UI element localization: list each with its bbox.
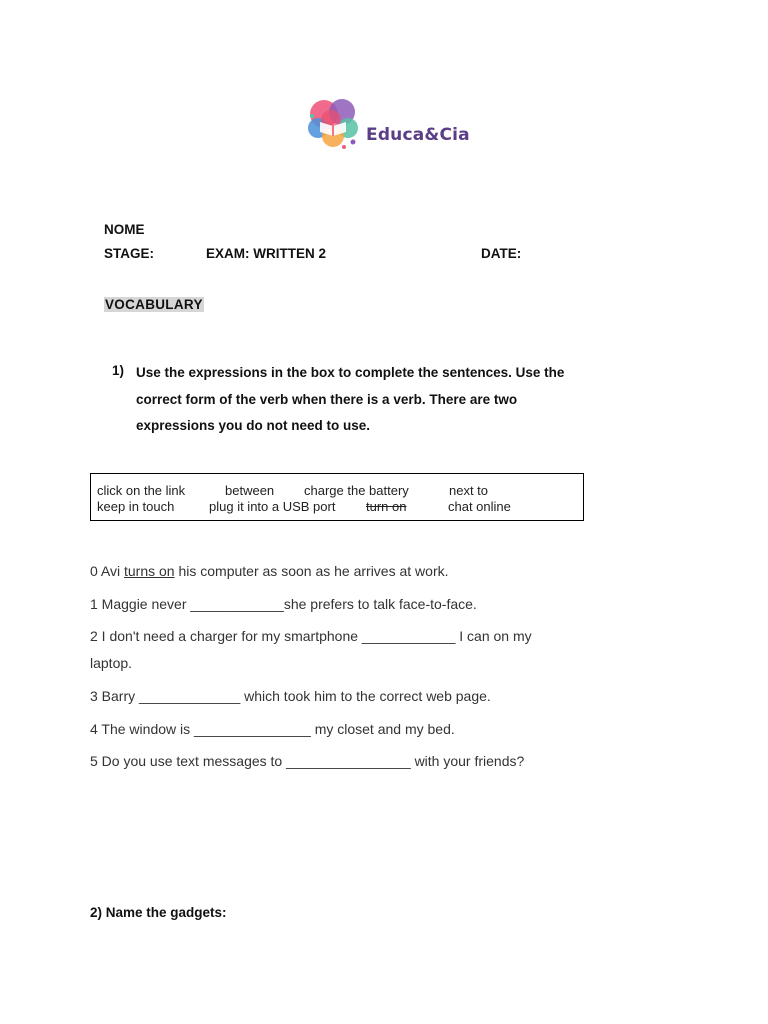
stage-label: STAGE: (104, 246, 154, 261)
word-item: charge the battery (304, 483, 409, 498)
exam-label: EXAM: WRITTEN 2 (206, 246, 326, 261)
word-item: chat online (448, 499, 511, 514)
heart-book-icon (304, 92, 366, 154)
word-box (90, 473, 584, 521)
sentence-3: 3 Barry _____________ which took him to the correct web page. (90, 688, 491, 704)
question-1-number: 1) (112, 363, 125, 378)
name-label: NOME (104, 222, 145, 237)
sentence-0 (90, 563, 449, 579)
example-answer: turns on (124, 563, 175, 579)
sentence-5: 5 Do you use text messages to ________________ with your friends? (90, 753, 525, 769)
sentence-2: 2 I don't need a charger for my smartphone ____________ I can on my (90, 628, 532, 644)
question-1-instructions (136, 360, 632, 440)
instruction-line: correct form of the verb when there is a verb. There are two (136, 391, 518, 407)
word-item: keep in touch (97, 499, 175, 514)
educacia-logo (304, 92, 474, 154)
section-title: VOCABULARY (105, 297, 203, 312)
word-item-crossed-out: turn on (366, 499, 407, 514)
sentence-2-continued: laptop. (90, 655, 133, 671)
word-item: plug it into a USB port (209, 499, 336, 514)
date-label: DATE: (481, 246, 522, 261)
sentence-text: 0 Avi (90, 563, 124, 579)
instruction-line: Use the expressions in the box to complete the sentences. Use the (136, 365, 565, 380)
sentence-text: his computer as soon as he arrives at work. (174, 563, 449, 579)
brand-name: Educa&Cia (366, 125, 470, 145)
word-item: between (225, 483, 275, 498)
word-item: next to (449, 483, 489, 498)
question-2: 2) Name the gadgets: (90, 905, 227, 920)
sentence-4: 4 The window is _______________ my closet and my bed. (90, 721, 455, 737)
word-item: click on the link (97, 483, 186, 498)
instruction-line: expressions you do not need to use. (136, 418, 371, 433)
sentence-1: 1 Maggie never ____________she prefers to talk face-to-face. (90, 596, 477, 612)
